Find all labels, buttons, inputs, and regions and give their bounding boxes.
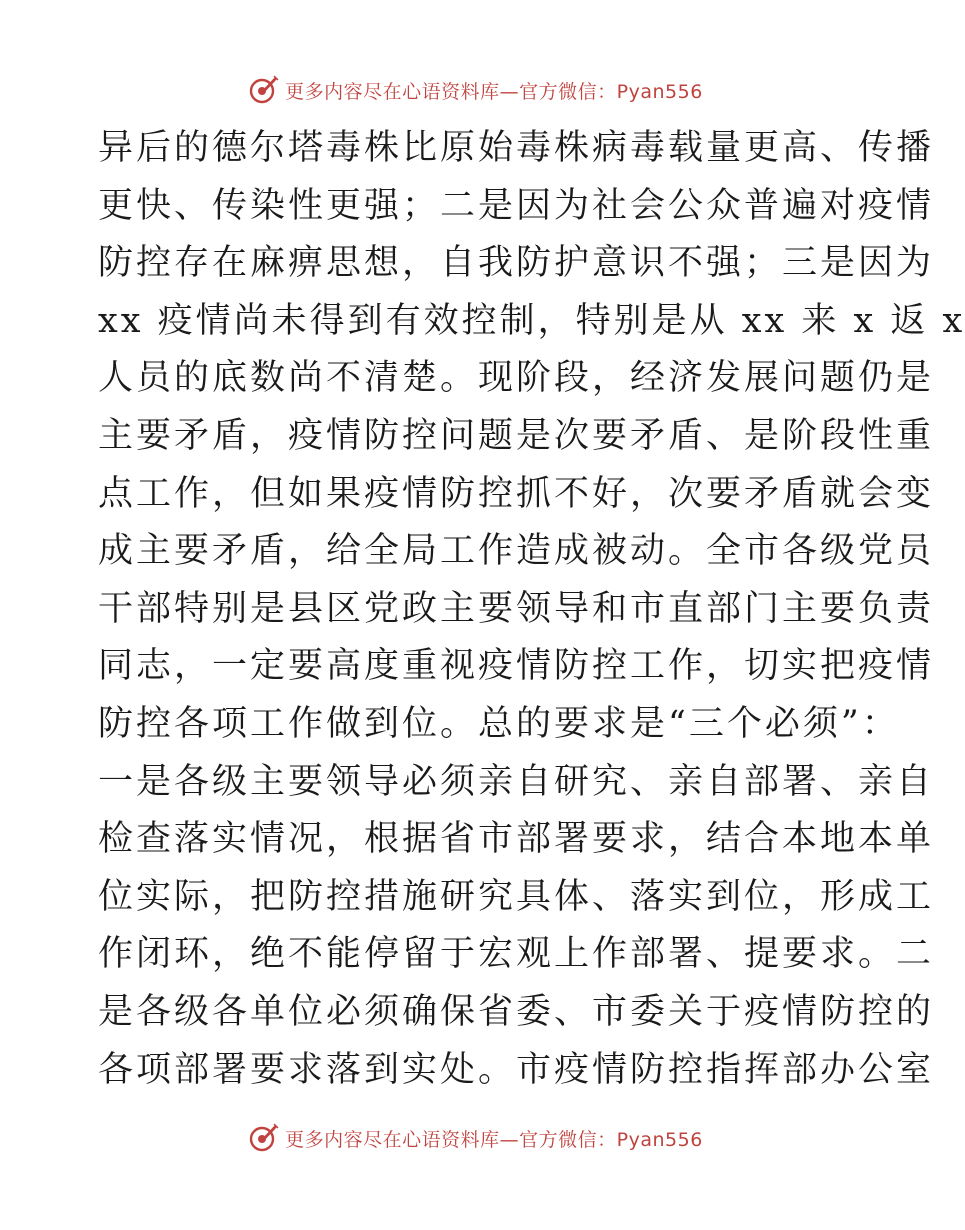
text-line: 是各级各单位必须确保省委、市委关于疫情防控的 xyxy=(98,991,935,1032)
text-line: 防控存在麻痹思想，自我防护意识不强；三是因为 xyxy=(98,243,935,284)
text-line: 各项部署要求落到实处。市疫情防控指挥部办公室 xyxy=(98,1049,935,1090)
text-line: 干部特别是县区党政主要领导和市直部门主要负责 xyxy=(98,588,935,629)
text-line: 防控各项工作做到位。总的要求是“三个必须”： xyxy=(98,703,900,744)
document-body xyxy=(98,120,965,1099)
text-line: 异后的德尔塔毒株比原始毒株病毒载量更高、传播 xyxy=(98,128,935,168)
text-line: 同志，一定要高度重视疫情防控工作，切实把疫情 xyxy=(98,646,935,687)
footer-banner-text: 更多内容尽在心语资料库—官方微信：Pyan556 xyxy=(285,1128,703,1151)
text-line: 位实际，把防控措施研究具体、落实到位，形成工 xyxy=(98,876,935,917)
text-line: 人员的底数尚不清楚。现阶段，经济发展问题仍是 xyxy=(98,358,935,399)
text-line: 点工作，但如果疫情防控抓不好，次要矛盾就会变 xyxy=(98,473,935,514)
header-banner-text: 更多内容尽在心语资料库—官方微信：Pyan556 xyxy=(285,80,703,103)
text-line: 主要矛盾，疫情防控问题是次要矛盾、是阶段性重 xyxy=(98,415,935,456)
text-line: xx 疫情尚未得到有效控制，特别是从 xx 来 x 返 x xyxy=(98,300,965,341)
text-line: 成主要矛盾，给全局工作造成被动。全市各级党员 xyxy=(98,531,935,572)
text-line: 检查落实情况，根据省市部署要求，结合本地本单 xyxy=(98,819,935,860)
text-line: 作闭环，绝不能停留于宏观上作部署、提要求。二 xyxy=(98,934,935,975)
feather-pen-circle-icon xyxy=(247,74,279,106)
feather-pen-circle-icon xyxy=(247,1122,279,1154)
text-line: 一是各级主要领导必须亲自研究、亲自部署、亲自 xyxy=(98,761,935,802)
footer-banner xyxy=(0,1118,950,1158)
header-banner xyxy=(0,70,950,110)
text-line: 更快、传染性更强；二是因为社会公众普遍对疫情 xyxy=(98,185,935,226)
